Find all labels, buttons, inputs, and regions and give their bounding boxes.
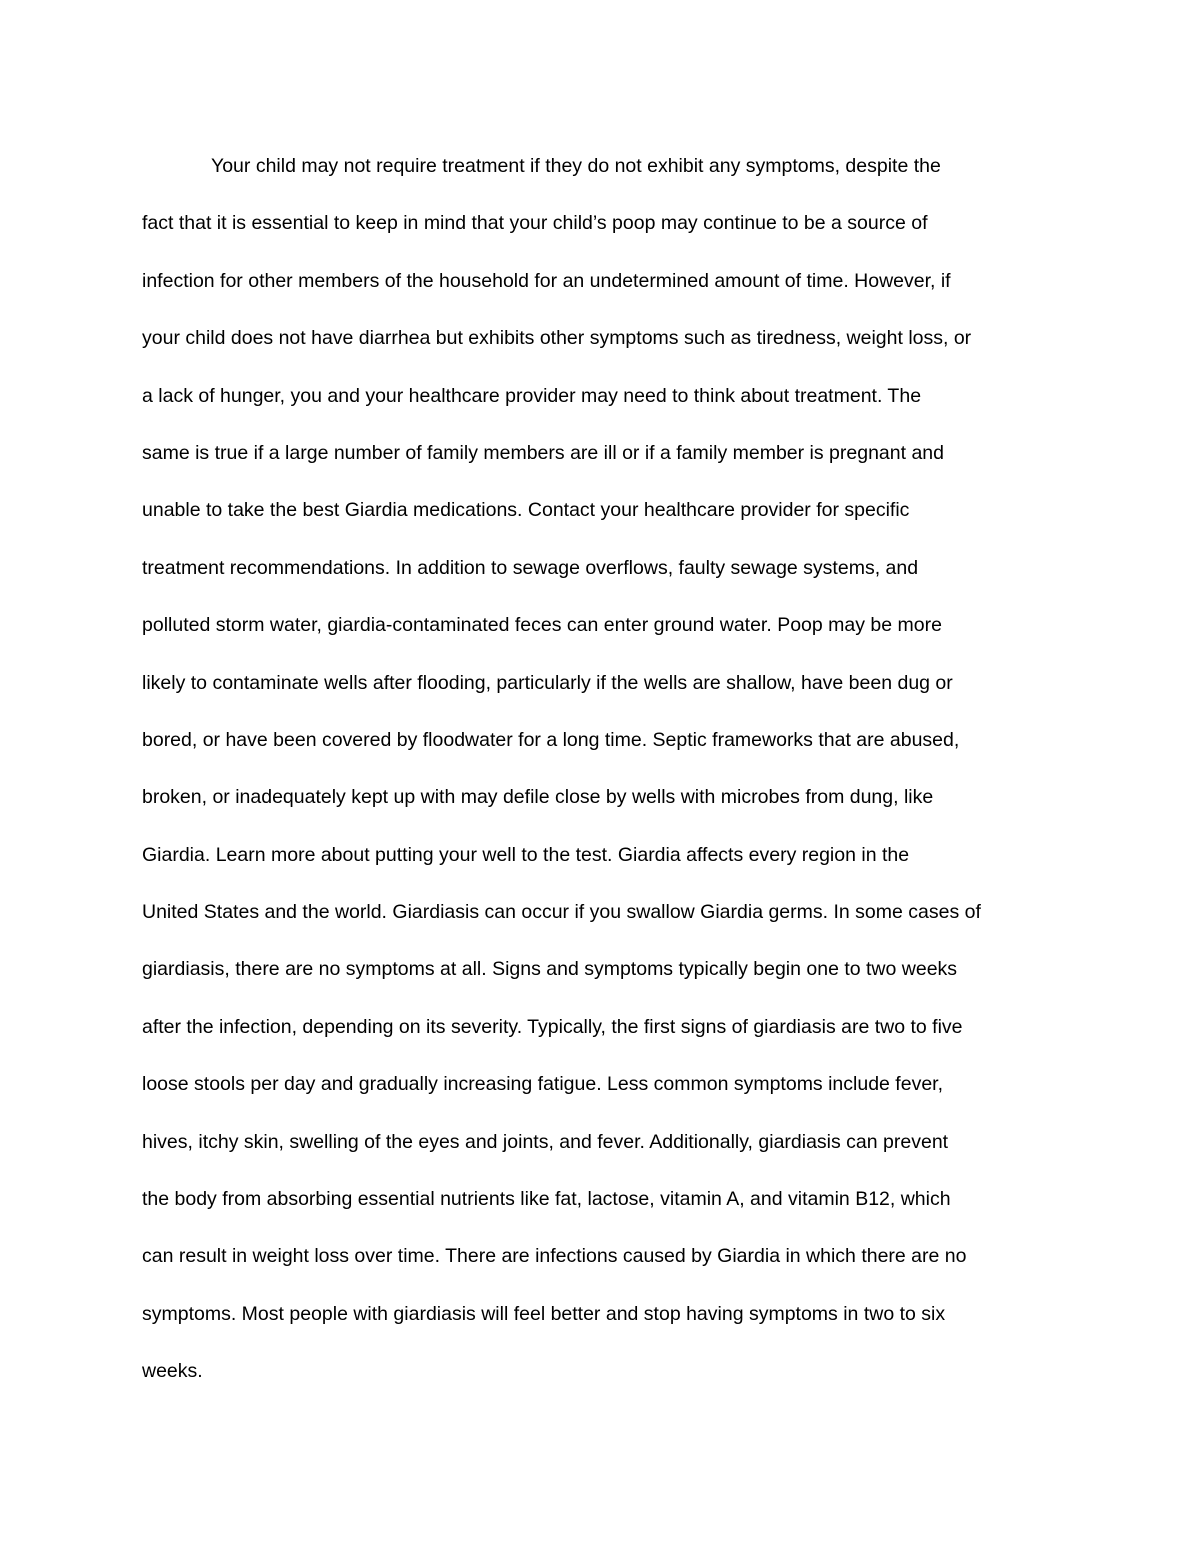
paragraph-line: Giardia. Learn more about putting your well to the test. Giardia affects every region in the (142, 843, 910, 866)
paragraph-line: treatment recommendations. In addition to sewage overflows, faulty sewage systems, and (142, 556, 919, 579)
paragraph-line: likely to contaminate wells after flooding, particularly if the wells are shallow, have been dug or (142, 671, 953, 694)
paragraph-line: broken, or inadequately kept up with may defile close by wells with microbes from dung, like (142, 786, 934, 809)
paragraph-line: same is true if a large number of family members are ill or if a family member is pregnant and (142, 441, 944, 464)
paragraph-line: polluted storm water, giardia-contaminated feces can enter ground water. Poop may be more (142, 614, 942, 637)
paragraph-line: can result in weight loss over time. There are infections caused by Giardia in which there are no (142, 1245, 967, 1268)
paragraph-line: bored, or have been covered by floodwater for a long time. Septic frameworks that are abused, (142, 728, 960, 751)
paragraph-line: unable to take the best Giardia medications. Contact your healthcare provider for specific (142, 499, 910, 522)
paragraph-line: the body from absorbing essential nutrients like fat, lactose, vitamin A, and vitamin B12, which (142, 1188, 951, 1211)
paragraph-line: giardiasis, there are no symptoms at all. Signs and symptoms typically begin one to two weeks (142, 958, 958, 981)
paragraph-line: your child does not have diarrhea but exhibits other symptoms such as tiredness, weight loss, or (142, 327, 972, 350)
paragraph-line: loose stools per day and gradually increasing fatigue. Less common symptoms include fever, (142, 1073, 944, 1096)
body-paragraph (142, 138, 1062, 1401)
paragraph-line: Your child may not require treatment if they do not exhibit any symptoms, despite the (211, 155, 941, 177)
paragraph-line: after the infection, depending on its severity. Typically, the first signs of giardiasis are two to five (142, 1015, 963, 1038)
paragraph-line: infection for other members of the household for an undetermined amount of time. However, if (142, 269, 951, 292)
paragraph-line: a lack of hunger, you and your healthcare provider may need to think about treatment. The (142, 384, 922, 407)
paragraph-line: symptoms. Most people with giardiasis will feel better and stop having symptoms in two to six (142, 1302, 946, 1325)
paragraph-line: hives, itchy skin, swelling of the eyes and joints, and fever. Additionally, giardiasis can prevent (142, 1130, 949, 1153)
paragraph-line: weeks. (142, 1360, 203, 1383)
paragraph-line: United States and the world. Giardiasis can occur if you swallow Giardia germs. In some cases of (142, 901, 981, 924)
paragraph-line: fact that it is essential to keep in mind that your child’s poop may continue to be a source of (142, 212, 928, 235)
